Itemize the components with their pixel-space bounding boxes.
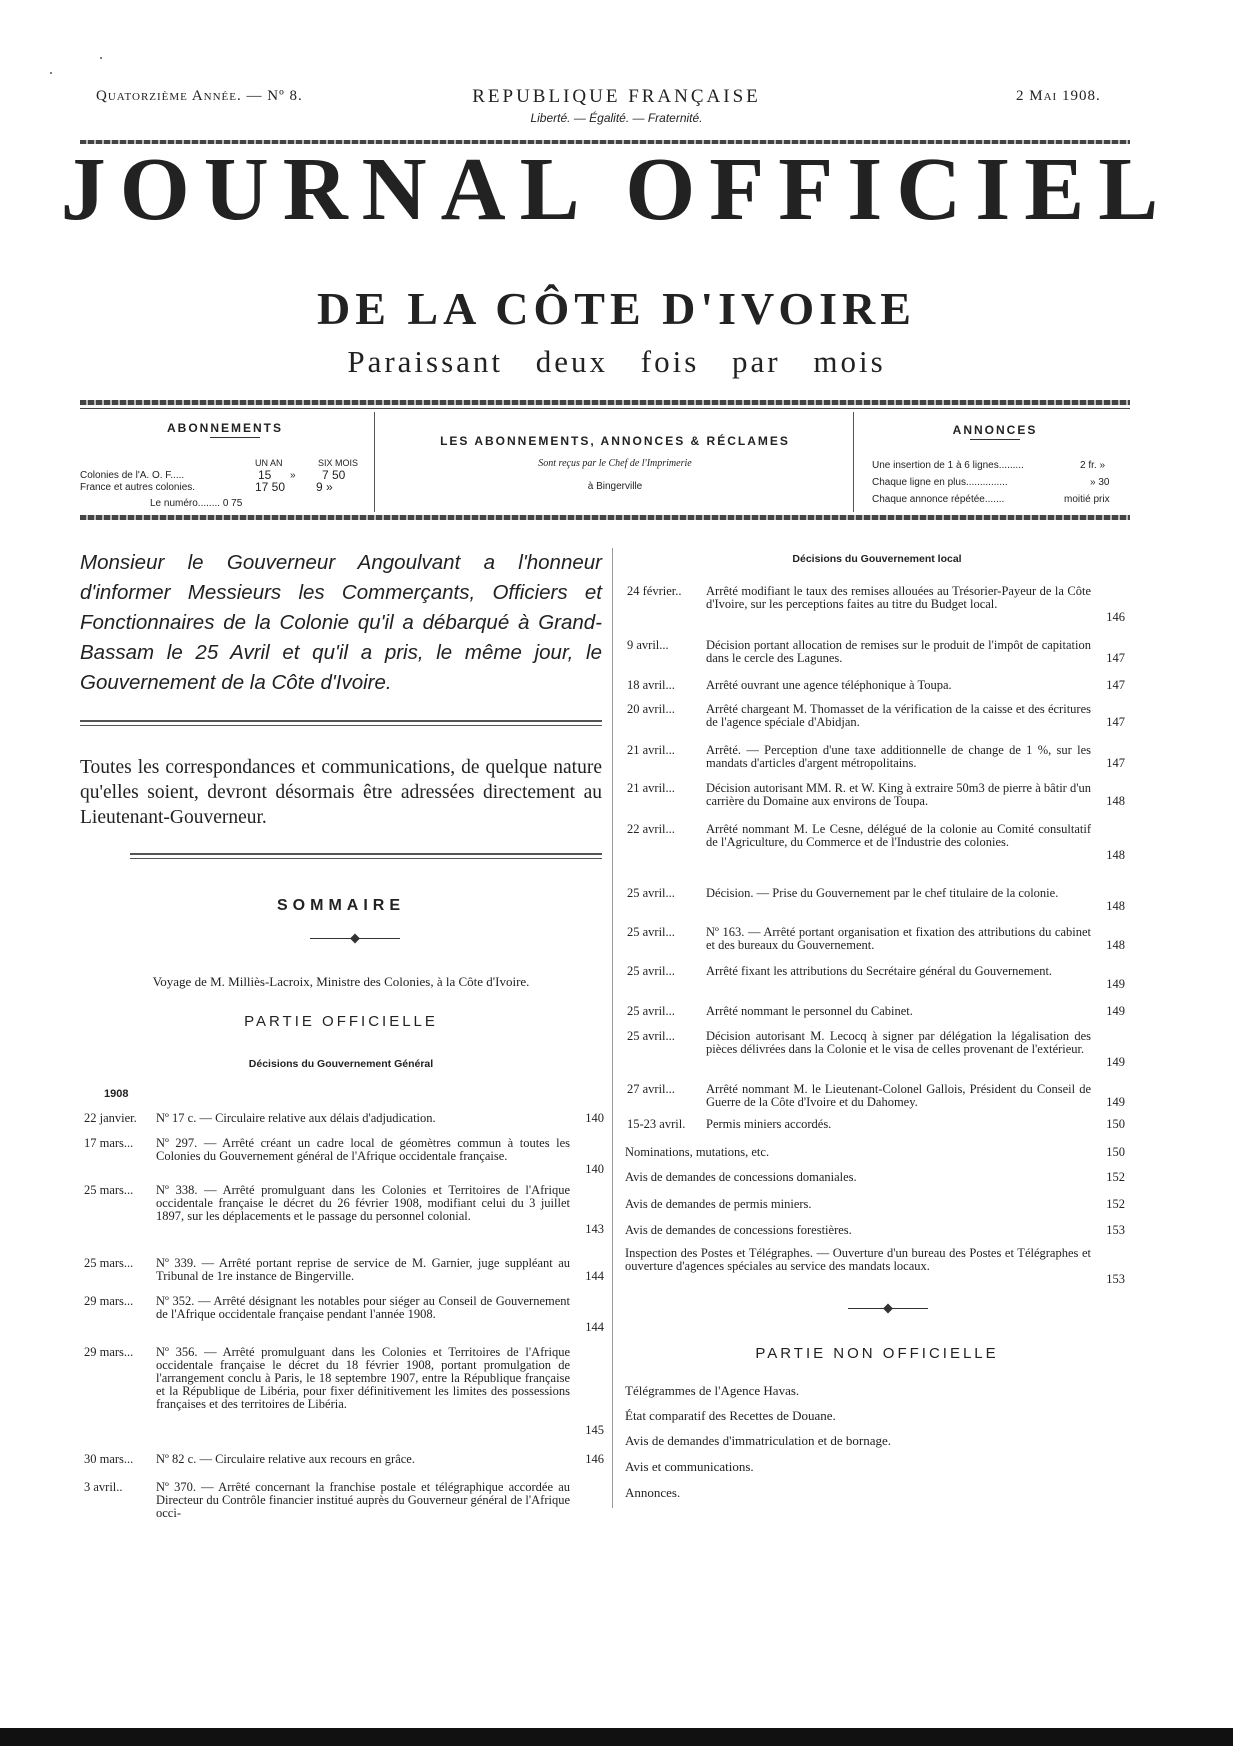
sommaire-ornament bbox=[310, 938, 400, 939]
toc-entry-page: 152 bbox=[1106, 1197, 1125, 1211]
toc-entry-date: 15-23 avril. bbox=[627, 1117, 686, 1131]
col-header-year: UN AN bbox=[255, 458, 283, 468]
toc-entry-date: 21 avril... bbox=[627, 781, 675, 795]
toc-entry-date: 25 mars... bbox=[84, 1183, 134, 1197]
toc-entry-text: Décision autorisant MM. R. et W. King à extraire 50m3 de pierre à bâtir d'un carrière du Domaine aux environs de Toupa. bbox=[706, 781, 1091, 808]
scan-bottom-edge bbox=[0, 1728, 1233, 1746]
issue-date: 2 Mai 1908. bbox=[1016, 88, 1101, 104]
toc-entry-text: Avis de demandes de concessions domaniales. bbox=[625, 1170, 857, 1184]
toc-entry-date: 25 mars... bbox=[84, 1256, 134, 1270]
toc-entry-text: Nº 82 c. — Circulaire relative aux recours en grâce. bbox=[156, 1452, 415, 1466]
toc-entry-text: Permis miniers accordés. bbox=[706, 1117, 832, 1131]
toc-entry-page: 147 bbox=[1106, 756, 1125, 770]
gg-year: 1908 bbox=[104, 1088, 129, 1100]
abonnements-underline bbox=[210, 437, 260, 438]
toc-entry-page: 144 bbox=[585, 1269, 604, 1283]
partie-officielle-heading: PARTIE OFFICIELLE bbox=[244, 1013, 438, 1030]
box-divider-left bbox=[374, 412, 375, 512]
toc-entry-date: 20 avril... bbox=[627, 702, 675, 716]
annonce-row-2-label: Chaque ligne en plus............... bbox=[872, 477, 1008, 488]
toc-entry-date: 25 avril... bbox=[627, 925, 675, 939]
toc-entry-page: 147 bbox=[1106, 715, 1125, 729]
toc-entry-date: 24 février.. bbox=[627, 584, 682, 598]
toc-entry-text: Nº 297. — Arrêté créant un cadre local de géomètres commun à toutes les Colonies du Gouvernement général de l'Afrique occidentale française. bbox=[156, 1136, 570, 1163]
toc-entry-page: 145 bbox=[585, 1423, 604, 1437]
toc-entry-page: 149 bbox=[1106, 977, 1125, 991]
annonce-row-2-value: » 30 bbox=[1090, 477, 1110, 488]
sub-row-aof-six: 7 50 bbox=[322, 468, 346, 482]
numero-price: Le numéro........ 0 75 bbox=[150, 498, 243, 509]
toc-entry-date: 25 avril... bbox=[627, 1004, 675, 1018]
box-top-rule-thin bbox=[80, 408, 1130, 409]
non-officielle-item: Avis de demandes d'immatriculation et de bornage. bbox=[625, 1433, 891, 1448]
toc-entry-text: Nominations, mutations, etc. bbox=[625, 1145, 770, 1159]
toc-entry-page: 148 bbox=[1106, 899, 1125, 913]
toc-entry-text: Arrêté chargeant M. Thomasset de la vérification de la caisse et des écritures de l'agence spéciale d'Abidjan. bbox=[706, 702, 1091, 729]
non-officielle-item: Avis et communications. bbox=[625, 1459, 754, 1474]
toc-entry-text: Avis de demandes de permis miniers. bbox=[625, 1197, 812, 1211]
publication-frequency: Paraissant deux fois par mois bbox=[347, 344, 886, 379]
notice-rule-2 bbox=[80, 725, 602, 726]
toc-entry-text: Nº 338. — Arrêté promulguant dans les Colonies et Territoires de l'Afrique occidentale française le décret du 26 février 1908, modifiant celui du 3 juillet 1897, sur les déplacements et le passage du personnel colonial. bbox=[156, 1183, 570, 1223]
toc-entry-date: 21 avril... bbox=[627, 743, 675, 757]
toc-entry-date: 25 avril... bbox=[627, 1029, 675, 1043]
toc-entry-date: 22 janvier. bbox=[84, 1111, 137, 1125]
middle-box-line2: à Bingerville bbox=[587, 481, 643, 492]
sub-row-france-label: France et autres colonies. bbox=[80, 482, 196, 493]
republic-heading: REPUBLIQUE FRANÇAISE bbox=[472, 86, 761, 107]
journal-title: JOURNAL OFFICIEL bbox=[60, 140, 1173, 239]
middle-box-title: LES ABONNEMENTS, ANNONCES & RÉCLAMES bbox=[440, 434, 790, 448]
toc-entry-text: Décision portant allocation de remises sur le produit de l'impôt de capitation dans le cercle des Lagunes. bbox=[706, 638, 1091, 665]
non-officielle-item: Télégrammes de l'Agence Havas. bbox=[625, 1383, 800, 1398]
annonces-underline bbox=[970, 439, 1020, 440]
sub-row-france-year: 17 50 bbox=[255, 480, 286, 494]
motto: Liberté. — Égalité. — Fraternité. bbox=[530, 111, 703, 125]
toc-entry-page: 150 bbox=[1106, 1145, 1125, 1159]
annonces-title: ANNONCES bbox=[952, 423, 1038, 437]
toc-entry-text: Nº 370. — Arrêté concernant la franchise postale et télégraphique accordée au Directeur du Contrôle financier institué auprès du Gouverneur général de l'Afrique occi- bbox=[156, 1480, 570, 1520]
toc-entry-text: Décision autorisant M. Lecocq à signer par délégation la légalisation des pièces délivrées dans la Colonie et le visa de celles provenant de l'extérieur. bbox=[706, 1029, 1091, 1056]
toc-entry-page: 148 bbox=[1106, 794, 1125, 808]
toc-entry-text: Arrêté modifiant le taux des remises allouées au Trésorier-Payeur de la Côte d'Ivoire, sur les perceptions faites au titre du Budget local. bbox=[706, 584, 1091, 611]
toc-entry-page: 146 bbox=[1106, 610, 1125, 624]
correspondence-rule-1 bbox=[130, 853, 602, 855]
toc-entry-date: 27 avril... bbox=[627, 1082, 675, 1096]
middle-box-line1: Sont reçus par le Chef de l'Imprimerie bbox=[538, 458, 692, 469]
toc-entry-page: 149 bbox=[1106, 1004, 1125, 1018]
toc-entry-text: Inspection des Postes et Télégraphes. — Ouverture d'un bureau des Postes et Télégraphes et ouverture d'agences spéciales au service des mandats locaux. bbox=[625, 1246, 1091, 1273]
toc-entry-text: Arrêté nommant M. le Lieutenant-Colonel Gallois, Président du Conseil de Guerre de la Côte d'Ivoire et du Dahomey. bbox=[706, 1082, 1091, 1109]
toc-entry-page: 143 bbox=[585, 1222, 604, 1236]
toc-entry-date: 22 avril... bbox=[627, 822, 675, 836]
toc-entry-text: Arrêté. — Perception d'une taxe additionnelle de change de 1 %, sur les mandats d'articles d'argent métropolitains. bbox=[706, 743, 1091, 770]
toc-entry-date: 17 mars... bbox=[84, 1136, 134, 1150]
toc-entry-date: 3 avril.. bbox=[84, 1480, 123, 1494]
sub-row-aof-label: Colonies de l'A. O. F..... bbox=[80, 470, 185, 481]
non-officielle-item: État comparatif des Recettes de Douane. bbox=[625, 1408, 836, 1423]
toc-entry-page: 146 bbox=[585, 1452, 604, 1466]
sub-row-aof-year: 15 bbox=[258, 468, 272, 482]
toc-entry-page: 153 bbox=[1106, 1223, 1125, 1237]
notice-rule-1 bbox=[80, 720, 602, 722]
toc-entry-date: 9 avril... bbox=[627, 638, 669, 652]
correspondence-rule-2 bbox=[130, 858, 602, 859]
toc-entry-date: 29 mars... bbox=[84, 1345, 134, 1359]
scan-speck bbox=[50, 72, 52, 74]
toc-entry-text: Arrêté fixant les attributions du Secrétaire général du Gouvernement. bbox=[706, 964, 1053, 978]
box-divider-right bbox=[853, 412, 854, 512]
annonce-row-1-label: Une insertion de 1 à 6 lignes......... bbox=[872, 460, 1024, 471]
toc-entry-text: Nº 352. — Arrêté désignant les notables pour siéger au Conseil de Gouvernement de l'Afrique occidentale française pendant l'année 1908. bbox=[156, 1294, 570, 1321]
toc-entry-page: 147 bbox=[1106, 651, 1125, 665]
toc-entry-text: Arrêté nommant M. Le Cesne, délégué de la colonie au Comité consultatif de l'Agriculture, du Commerce et de l'Industrie des colonies. bbox=[706, 822, 1091, 849]
toc-entry-date: 25 avril... bbox=[627, 886, 675, 900]
sub-row-france-six: 9 » bbox=[316, 480, 333, 494]
toc-entry-text: Nº 339. — Arrêté portant reprise de service de M. Garnier, juge suppléant au Tribunal de 1re instance de Bingerville. bbox=[156, 1256, 570, 1283]
toc-entry-page: 148 bbox=[1106, 938, 1125, 952]
toc-entry-text: Décision. — Prise du Gouvernement par le chef titulaire de la colonie. bbox=[706, 886, 1059, 900]
col-header-six: SIX MOIS bbox=[318, 458, 359, 468]
toc-entry-page: 152 bbox=[1106, 1170, 1125, 1184]
toc-entry-text: Nº 17 c. — Circulaire relative aux délais d'adjudication. bbox=[156, 1111, 436, 1125]
toc-entry-page: 144 bbox=[585, 1320, 604, 1334]
column-divider bbox=[612, 548, 613, 1508]
toc-entry-text: Nº 356. — Arrêté promulguant dans les Colonies et Territoires de l'Afrique occidentale française le décret du 18 février 1908, portant promulgation de l'arrangement conclu à Paris, le 18 septembre 1907, entre la République française et la République de Libéria, pour fixer définitivement les limites des possessions françaises et des territoires de Libéria. bbox=[156, 1345, 570, 1411]
toc-entry-page: 150 bbox=[1106, 1117, 1125, 1131]
journal-subtitle: DE LA CÔTE D'IVOIRE bbox=[317, 283, 916, 334]
annonce-row-3-value: moitié prix bbox=[1064, 494, 1110, 505]
gg-decisions-title: Décisions du Gouvernement Général bbox=[248, 1058, 434, 1070]
toc-entry-page: 147 bbox=[1106, 678, 1125, 692]
toc-entry-date: 25 avril... bbox=[627, 964, 675, 978]
partie-non-officielle-heading: PARTIE NON OFFICIELLE bbox=[755, 1345, 999, 1362]
year-issue: Quatorzième Année. — Nº 8. bbox=[96, 88, 303, 104]
sommaire-title: SOMMAIRE bbox=[277, 897, 405, 914]
toc-entry-page: 149 bbox=[1106, 1055, 1125, 1069]
toc-entry-page: 140 bbox=[585, 1162, 604, 1176]
toc-entry-text: Arrêté nommant le personnel du Cabinet. bbox=[706, 1004, 913, 1018]
toc-entry-page: 140 bbox=[585, 1111, 604, 1125]
annonce-row-1-value: 2 fr. » bbox=[1080, 460, 1106, 471]
scan-speck bbox=[100, 57, 102, 59]
toc-entry-text: Arrêté ouvrant une agence téléphonique à Toupa. bbox=[706, 678, 952, 692]
annonce-row-3-label: Chaque annonce répétée....... bbox=[872, 494, 1005, 505]
box-bottom-rule bbox=[80, 515, 1130, 520]
toc-entry-text: Avis de demandes de concessions forestières. bbox=[625, 1223, 852, 1237]
toc-entry-date: 29 mars... bbox=[84, 1294, 134, 1308]
non-officielle-item: Annonces. bbox=[625, 1485, 681, 1500]
toc-entry-text: Nº 163. — Arrêté portant organisation et fixation des attributions du cabinet et des bureaux du Gouvernement. bbox=[706, 925, 1091, 952]
governor-notice: Monsieur le Gouverneur Angoulvant a l'honneur d'informer Messieurs les Commerçants, Officiers et Fonctionnaires de la Colonie qu'il a débarqué à Grand-Bassam le 25 Avril et qu'il a pris, le même jour, le Gouvernement de la Côte d'Ivoire. bbox=[80, 551, 602, 694]
local-decisions-title: Décisions du Gouvernement local bbox=[792, 553, 962, 565]
box-top-rule bbox=[80, 400, 1130, 405]
voyage-line: Voyage de M. Milliès-Lacroix, Ministre des Colonies, à la Côte d'Ivoire. bbox=[152, 974, 530, 989]
correspondence-notice: Toutes les correspondances et communications, de quelque nature qu'elles soient, devront désormais être adressées directement au Lieutenant-Gouverneur. bbox=[80, 757, 602, 828]
toc-entry-page: 153 bbox=[1106, 1272, 1125, 1286]
toc-entry-date: 18 avril... bbox=[627, 678, 675, 692]
toc-entry-date: 30 mars... bbox=[84, 1452, 134, 1466]
toc-entry-page: 148 bbox=[1106, 848, 1125, 862]
sub-row-aof-sep: » bbox=[290, 470, 296, 481]
toc-entry-page: 149 bbox=[1106, 1095, 1125, 1109]
non-officielle-ornament bbox=[848, 1308, 928, 1309]
abonnements-title: ABONNEMENTS bbox=[166, 421, 283, 435]
